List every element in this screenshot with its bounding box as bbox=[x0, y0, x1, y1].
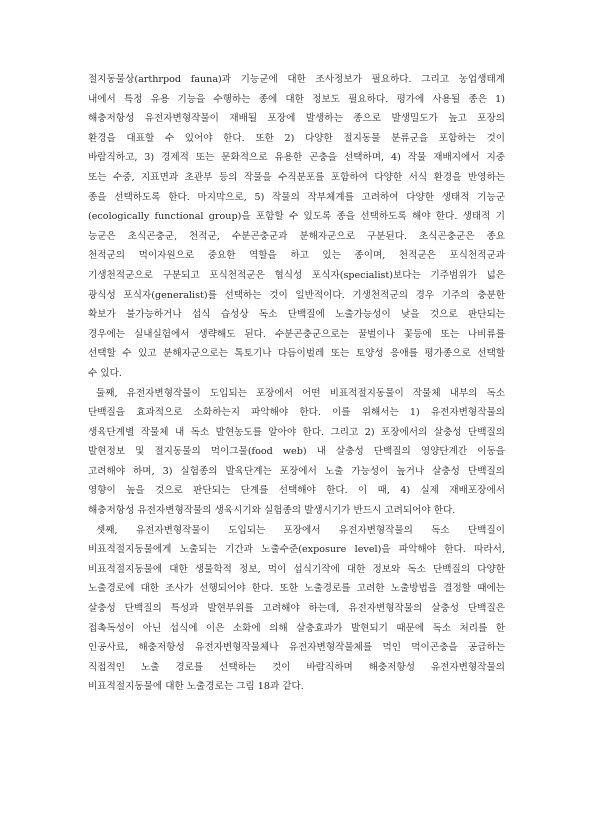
text-line: (ecologically functional group)을 포함할 수 있도록 종을 선택하도록 해야 한다. 생태적 기 bbox=[88, 211, 505, 223]
text-line: 영향이 높을 것으로 판단되는 단계를 선택해야 한다. 이 때, 4) 실제 재배포장에서 bbox=[88, 485, 505, 497]
text-line: 경우에는 실내실험에서 생략해도 된다. 수분곤충군으로는 꿀벌이나 꽃등에 또는 나비류를 bbox=[88, 328, 505, 340]
text-line: 생육단계별 작물체 내 독소 발현농도를 알아야 한다. 그리고 2) 포장에서의 살충성 단백질의 bbox=[88, 426, 505, 438]
paragraph bbox=[88, 521, 505, 697]
text-line: 또는 수중, 지표면과 초관부 등의 작물을 수직분포를 포함하여 다양한 서식 환경을 반영하는 bbox=[88, 171, 505, 183]
paragraph bbox=[88, 70, 505, 384]
text-line: 둘째, 유전자변형작물이 도입되는 포장에서 어떤 비표적절지동물이 작물체 내부의 독소 bbox=[96, 387, 505, 399]
text-line: 인공사료, 해충저항성 유전자변형작물체나 유전자변형작물체를 먹인 먹이곤충을 공급하는 bbox=[88, 642, 505, 654]
text-line: 고려해야 하며, 3) 실험종의 발육단계는 포장에서 노출 가능성이 높거나 살충성 단백질의 bbox=[88, 465, 505, 477]
text-line: 단백질을 효과적으로 소화하는지 파악해야 한다. 이를 위해서는 1) 유전자변형작물의 bbox=[88, 407, 505, 419]
text-line: 비표적절지동물에게 노출되는 기간과 노출수준(exposure level)을 파악해야 한다. 따라서, bbox=[88, 544, 505, 556]
text-line: 해충저항성 유전자변형작물이 재배될 포장에 발생하는 종으로 발생밀도가 높고 포장의 bbox=[88, 113, 505, 125]
text-line: 종을 선택하도록 한다. 마지막으로, 5) 작물의 작부체계를 고려하여 다양한 생태적 기능군 bbox=[88, 191, 505, 203]
paragraph bbox=[88, 384, 505, 521]
text-line: 확보가 불가능하거나 섭식 습성상 독소 단백질에 노출가능성이 낮을 것으로 판단되는 bbox=[88, 309, 505, 321]
text-line: 해충저항성 유전자변형작물의 생육시기와 실험종의 발생시기가 반드시 고려되어야 한다. bbox=[88, 505, 456, 517]
text-line: 선택할 수 있고 분해자군으로는 톡토기나 다듬이벌레 또는 토양성 응애를 평가종으로 선택할 bbox=[88, 348, 505, 360]
text-line: 천적군의 먹이자원으로 중요한 역할을 하고 있는 종이며, 천적군은 포식천적군과 bbox=[88, 250, 505, 262]
text-line: 내에서 특정 유용 기능을 수행하는 종에 대한 정보도 필요하다. 평가에 사용될 종은 1) bbox=[88, 93, 505, 105]
text-line: 환경을 대표할 수 있어야 한다. 또한 2) 다양한 절지동물 분류군을 포함하는 것이 bbox=[88, 132, 505, 144]
text-line: 비표적절지동물에 대한 노출경로는 그림 18과 같다. bbox=[88, 681, 304, 693]
text-line: 기생천적군으로 구분되고 포식천적군은 협식성 포식자(specialist)보다는 기주범위가 넓은 bbox=[88, 269, 505, 281]
body-text bbox=[88, 70, 505, 697]
text-line: 발현정보 및 절지동물의 먹이그물(food web) 내 살충성 단백질의 영양단계간 이동을 bbox=[88, 446, 505, 458]
text-line: 접촉독성이 아닌 섭식에 이은 소화에 의해 살충효과가 발현되기 때문에 독소 처리를 한 bbox=[88, 622, 505, 634]
text-line: 광식성 포식자(generalist)를 선택하는 것이 일반적이다. 기생천적군의 경우 기주의 충분한 bbox=[88, 289, 505, 301]
text-line: 노출경로에 대한 조사가 선행되어야 한다. 또한 노출경로를 고려한 노출방법을 결정할 때에는 bbox=[88, 583, 505, 595]
text-line: 절지동물상(arthrpod fauna)과 기능군에 대한 조사정보가 필요하다. 그리고 농업생태계 bbox=[88, 74, 505, 85]
text-line: 바람직하고, 3) 경제적 또는 문화적으로 유용한 곤충을 선택하며, 4) 작물 재배지에서 지중 bbox=[88, 152, 505, 164]
text-line: 능군은 초식곤충군, 천적군, 수분곤충군과 분해자군으로 구분된다. 초식곤충군은 종요 bbox=[88, 230, 506, 242]
text-line: 비표적절지동물에 대한 생물학적 정보, 먹이 섭식기작에 대한 정보와 독소 단백질의 다양한 bbox=[88, 563, 505, 575]
text-line: 수 있다. bbox=[88, 367, 122, 379]
text-line: 셋째, 유전자변형작물이 도입되는 포장에서 유전자변형작물의 독소 단백질이 bbox=[96, 524, 505, 536]
text-line: 직접적인 노출 경로를 선택하는 것이 바람직하며 해충저항성 유전자변형작물의 bbox=[88, 661, 505, 673]
text-line: 살충성 단백질의 특성과 발현부위를 고려해야 하는데, 유전자변형작물의 살충성 단백질은 bbox=[88, 603, 505, 615]
